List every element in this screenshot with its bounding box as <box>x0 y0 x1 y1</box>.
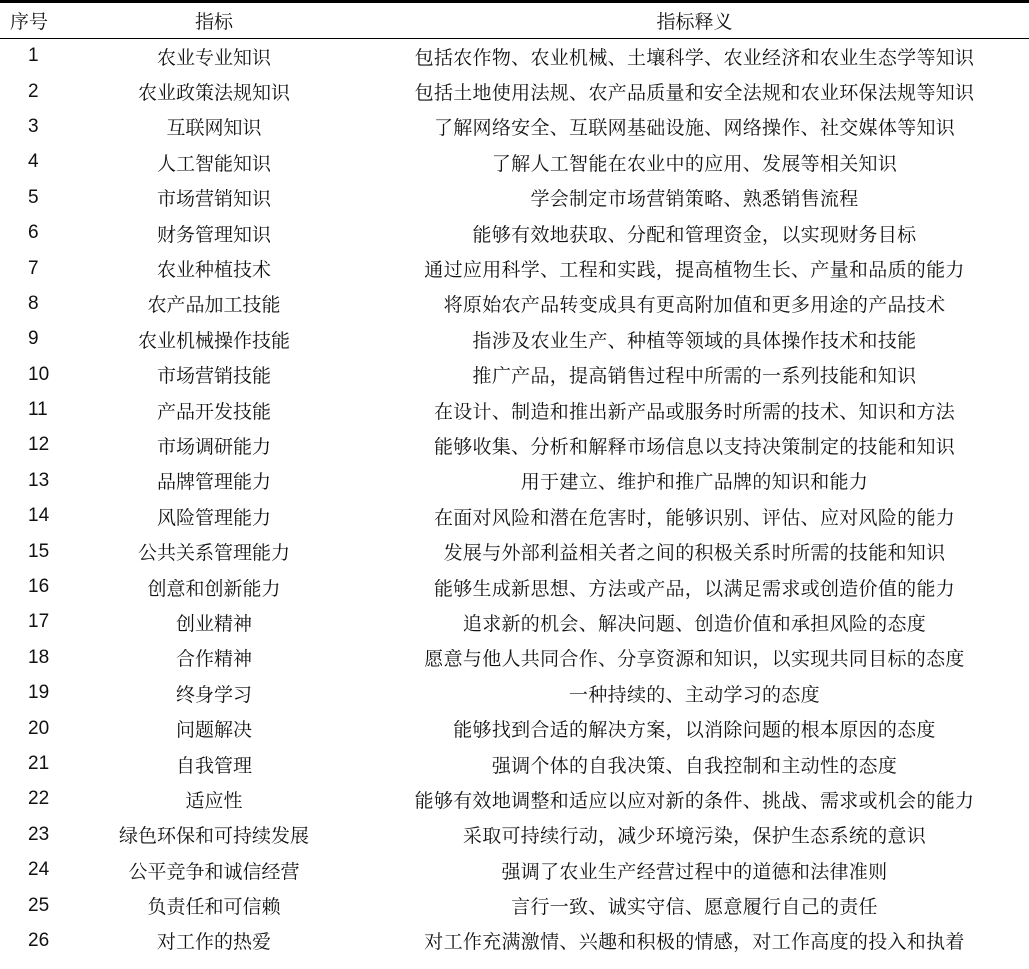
table-row <box>0 852 1029 887</box>
table-row <box>0 180 1029 215</box>
table-row <box>0 746 1029 781</box>
header-indicator: 指标 <box>68 2 360 39</box>
row-indicator: 创意和创新能力 <box>147 577 281 600</box>
row-indicator: 公平竞争和诚信经营 <box>128 860 300 883</box>
row-indicator: 适应性 <box>185 789 243 812</box>
row-indicator: 风险管理能力 <box>156 506 271 529</box>
row-explanation: 能够收集、分析和解释市场信息以支持决策制定的技能和知识 <box>433 435 956 458</box>
table-row <box>0 322 1029 357</box>
row-indicator: 合作精神 <box>175 648 252 671</box>
row-index: 13 <box>28 469 50 491</box>
row-explanation: 包括农作物、农业机械、土壤科学、农业经济和农业生态学等知识 <box>414 46 975 69</box>
row-indicator: 市场营销知识 <box>156 188 271 211</box>
row-indicator: 负责任和可信赖 <box>147 896 281 919</box>
row-index: 16 <box>28 576 50 598</box>
table-row <box>0 392 1029 427</box>
row-index: 5 <box>28 186 39 208</box>
row-explanation: 发展与外部利益相关者之间的积极关系时所需的技能和知识 <box>443 542 946 565</box>
table-row <box>0 711 1029 746</box>
row-indicator: 市场营销技能 <box>156 365 271 388</box>
row-index: 18 <box>28 646 50 668</box>
row-explanation: 通过应用科学、工程和实践，提高植物生长、产量和品质的能力 <box>424 259 965 282</box>
row-indicator: 人工智能知识 <box>156 152 271 175</box>
table-row <box>0 782 1029 817</box>
row-index: 25 <box>28 894 50 916</box>
table-row <box>0 569 1029 604</box>
row-index: 8 <box>28 292 39 314</box>
row-explanation: 对工作充满激情、兴趣和积极的情感，对工作高度的投入和执着 <box>424 931 965 954</box>
row-indicator: 终身学习 <box>175 683 252 706</box>
table-row <box>0 74 1029 109</box>
table-row <box>0 428 1029 463</box>
table-header <box>0 2 1029 39</box>
table-row <box>0 251 1029 286</box>
row-indicator: 互联网知识 <box>166 117 262 140</box>
table-row <box>0 640 1029 675</box>
row-index: 15 <box>28 540 50 562</box>
table-row <box>0 145 1029 180</box>
row-explanation: 能够生成新思想、方法或产品，以满足需求或创造价值的能力 <box>433 577 956 600</box>
row-explanation: 推广产品，提高销售过程中所需的一系列技能和知识 <box>472 365 917 388</box>
row-explanation: 强调了农业生产经营过程中的道德和法律准则 <box>501 860 888 883</box>
row-explanation: 指涉及农业生产、种植等领域的具体操作技术和技能 <box>472 329 917 352</box>
table-row <box>0 534 1029 569</box>
row-explanation: 强调个体的自我决策、自我控制和主动性的态度 <box>491 754 898 777</box>
row-index: 7 <box>28 257 39 279</box>
row-explanation: 言行一致、诚实守信、愿意履行自己的责任 <box>511 896 878 919</box>
row-indicator: 农业种植技术 <box>156 259 271 282</box>
row-index: 2 <box>28 80 39 102</box>
table-row <box>0 499 1029 534</box>
row-indicator: 产品开发技能 <box>156 400 271 423</box>
table-row <box>0 39 1029 74</box>
row-explanation: 一种持续的、主动学习的态度 <box>569 683 820 706</box>
row-explanation: 在设计、制造和推出新产品或服务时所需的技术、知识和方法 <box>433 400 956 423</box>
row-index: 10 <box>28 363 50 385</box>
row-indicator: 问题解决 <box>175 719 252 742</box>
row-explanation: 采取可持续行动，减少环境污染，保护生态系统的意识 <box>462 825 927 848</box>
table-row <box>0 605 1029 640</box>
row-index: 14 <box>28 505 50 527</box>
row-index: 19 <box>28 682 50 704</box>
row-index: 23 <box>28 823 50 845</box>
row-index: 1 <box>28 45 39 67</box>
row-indicator: 农产品加工技能 <box>147 294 281 317</box>
row-index: 6 <box>28 222 39 244</box>
row-indicator: 自我管理 <box>175 754 252 777</box>
row-indicator: 财务管理知识 <box>156 223 271 246</box>
table-row <box>0 923 1029 958</box>
table-row <box>0 357 1029 392</box>
row-indicator: 市场调研能力 <box>156 435 271 458</box>
table-body <box>0 39 1029 959</box>
row-indicator: 公共关系管理能力 <box>137 542 290 565</box>
table-row <box>0 888 1029 923</box>
row-explanation: 能够找到合适的解决方案，以消除问题的根本原因的态度 <box>453 719 936 742</box>
row-index: 20 <box>28 717 50 739</box>
table-row <box>0 109 1029 144</box>
row-explanation: 了解人工智能在农业中的应用、发展等相关知识 <box>491 152 898 175</box>
row-explanation: 用于建立、维护和推广品牌的知识和能力 <box>520 471 869 494</box>
row-indicator: 创业精神 <box>175 612 252 635</box>
row-indicator: 绿色环保和可持续发展 <box>118 825 309 848</box>
row-explanation: 包括土地使用法规、农产品质量和安全法规和农业环保法规等知识 <box>414 82 975 105</box>
row-index: 26 <box>28 929 50 951</box>
row-explanation: 学会制定市场营销策略、熟悉销售流程 <box>530 188 859 211</box>
row-index: 11 <box>28 399 48 421</box>
row-index: 17 <box>28 611 50 633</box>
row-index: 24 <box>28 859 50 881</box>
row-indicator: 品牌管理能力 <box>156 471 271 494</box>
table-row <box>0 286 1029 321</box>
row-explanation: 在面对风险和潜在危害时，能够识别、评估、应对风险的能力 <box>433 506 956 529</box>
row-index: 22 <box>28 788 50 810</box>
row-explanation: 能够有效地获取、分配和管理资金，以实现财务目标 <box>472 223 917 246</box>
row-indicator: 农业专业知识 <box>156 46 271 69</box>
table-row <box>0 676 1029 711</box>
row-indicator: 农业机械操作技能 <box>137 329 290 352</box>
row-explanation: 了解网络安全、互联网基础设施、网络操作、社交媒体等知识 <box>433 117 956 140</box>
row-index: 12 <box>28 434 50 456</box>
row-index: 21 <box>28 753 50 774</box>
row-explanation: 能够有效地调整和适应以应对新的条件、挑战、需求或机会的能力 <box>414 789 975 812</box>
table-row <box>0 817 1029 852</box>
row-indicator: 对工作的热爱 <box>156 931 271 954</box>
header-explanation: 指标释义 <box>360 2 1029 39</box>
row-index: 4 <box>28 151 39 173</box>
table-row <box>0 463 1029 498</box>
row-index: 9 <box>28 328 39 350</box>
row-indicator: 农业政策法规知识 <box>137 82 290 105</box>
row-explanation: 追求新的机会、解决问题、创造价值和承担风险的态度 <box>462 612 927 635</box>
header-index: 序号 <box>0 2 68 39</box>
header-row <box>0 2 1029 39</box>
row-index: 3 <box>28 115 39 137</box>
row-explanation: 将原始农产品转变成具有更高附加值和更多用途的产品技术 <box>443 294 946 317</box>
table-row <box>0 215 1029 250</box>
row-explanation: 愿意与他人共同合作、分享资源和知识，以实现共同目标的态度 <box>424 648 965 671</box>
